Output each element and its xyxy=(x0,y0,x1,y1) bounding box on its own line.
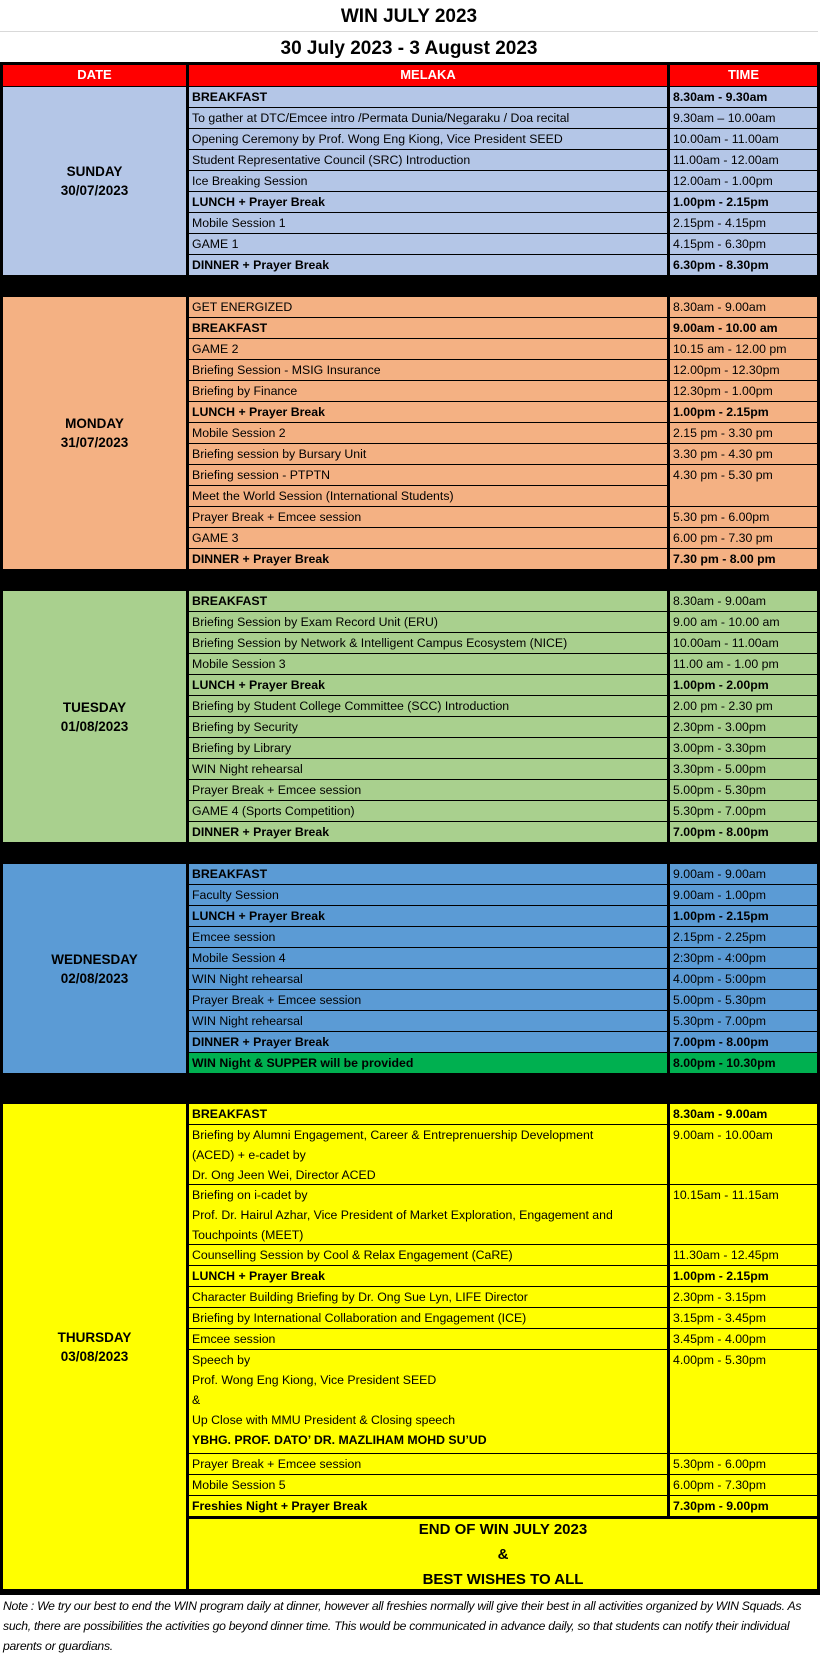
activity-cell: Opening Ceremony by Prof. Wong Eng Kiong, Vice President SEED xyxy=(189,129,667,149)
time-cell: 8.00pm - 10.30pm xyxy=(670,1053,817,1073)
time-cell: 4.15pm - 6.30pm xyxy=(670,234,817,254)
activity-line: Briefing on i-cadet by xyxy=(192,1188,308,1202)
day-name: MONDAY xyxy=(65,416,124,431)
activity-cell: Faculty Session xyxy=(189,885,667,905)
time-cell: 10.15am - 11.15am xyxy=(670,1185,817,1244)
time-cell: 2.15 pm - 3.30 pm xyxy=(670,423,817,443)
activity-cell: Counselling Session by Cool & Relax Engagement (CaRE) xyxy=(189,1245,667,1265)
time-cell: 5.00pm - 5.30pm xyxy=(670,990,817,1010)
activity-cell: Ice Breaking Session xyxy=(189,171,667,191)
closing-line: END OF WIN JULY 2023 xyxy=(418,1520,588,1538)
activity-cell: Mobile Session 2 xyxy=(189,423,667,443)
day-name: WEDNESDAY xyxy=(51,951,138,967)
activity-cell: DINNER + Prayer Break xyxy=(189,255,667,275)
activity-line: (ACED) + e-cadet by xyxy=(192,1148,306,1162)
activity-cell: Briefing session - PTPTN xyxy=(189,465,667,485)
activity-cell: To gather at DTC/Emcee intro /Permata Dunia/Negaraku / Doa recital xyxy=(189,108,667,128)
activity-line: Touchpoints (MEET) xyxy=(192,1228,304,1242)
activity-cell: GAME 2 xyxy=(189,339,667,359)
activity-line: Speech by xyxy=(192,1353,251,1367)
day-name: SUNDAY xyxy=(66,164,123,179)
time-cell: 8.30am - 9.00am xyxy=(670,297,817,317)
activity-cell: Briefing Session - MSIG Insurance xyxy=(189,360,667,380)
activity-cell: Meet the World Session (International Students) xyxy=(189,486,667,506)
activity-cell: WIN Night rehearsal xyxy=(189,1011,667,1031)
time-cell: 4.00pm - 5.30pm xyxy=(670,1350,817,1453)
day-cell-tuesday xyxy=(3,591,186,842)
date-range-subtitle: 30 July 2023 - 3 August 2023 xyxy=(0,31,818,63)
activity-cell: Prayer Break + Emcee session xyxy=(189,990,667,1010)
time-cell: 11.00am - 12.00am xyxy=(670,150,817,170)
activity-cell: Emcee session xyxy=(189,1329,667,1349)
activity-cell: Briefing Session by Exam Record Unit (ERU) xyxy=(189,612,667,632)
time-cell: 2.00 pm - 2.30 pm xyxy=(670,696,817,716)
activity-cell: DINNER + Prayer Break xyxy=(189,822,667,842)
time-cell: 11.30am - 12.45pm xyxy=(670,1245,817,1265)
activity-cell xyxy=(189,1125,667,1184)
time-cell: 2.15pm - 2.25pm xyxy=(670,927,817,947)
time-cell: 8.30am - 9.30am xyxy=(670,87,817,107)
activity-cell: Character Building Briefing by Dr. Ong Sue Lyn, LIFE Director xyxy=(189,1287,667,1307)
activity-cell: DINNER + Prayer Break xyxy=(189,549,667,569)
activity-cell: Briefing by International Collaboration and Engagement (ICE) xyxy=(189,1308,667,1328)
time-cell: 2.30pm - 3.00pm xyxy=(670,717,817,737)
time-cell: 10.00am - 11.00am xyxy=(670,129,817,149)
time-cell: 3.15pm - 3.45pm xyxy=(670,1308,817,1328)
activity-cell: Mobile Session 1 xyxy=(189,213,667,233)
activity-cell: LUNCH + Prayer Break xyxy=(189,906,667,926)
closing-line: BEST WISHES TO ALL xyxy=(422,1570,584,1588)
column-header-date: DATE xyxy=(3,65,186,86)
time-cell: 3.00pm - 3.30pm xyxy=(670,738,817,758)
time-cell: 8.30am - 9.00am xyxy=(670,1104,817,1124)
day-name: THURSDAY xyxy=(57,1329,132,1345)
activity-line: Dr. Ong Jeen Wei, Director ACED xyxy=(192,1168,376,1182)
activity-cell: LUNCH + Prayer Break xyxy=(189,1266,667,1286)
activity-cell: Freshies Night + Prayer Break xyxy=(189,1496,667,1516)
activity-cell: Mobile Session 5 xyxy=(189,1475,667,1495)
activity-cell: GET ENERGIZED xyxy=(189,297,667,317)
activity-cell: GAME 3 xyxy=(189,528,667,548)
closing-message xyxy=(189,1519,817,1589)
time-cell: 2.30pm - 3.15pm xyxy=(670,1287,817,1307)
activity-cell: LUNCH + Prayer Break xyxy=(189,675,667,695)
time-cell: 12.00pm - 12.30pm xyxy=(670,360,817,380)
time-cell: 1.00pm - 2.15pm xyxy=(670,906,817,926)
activity-cell: LUNCH + Prayer Break xyxy=(189,402,667,422)
activity-cell: Prayer Break + Emcee session xyxy=(189,1454,667,1474)
activity-cell: Briefing by Library xyxy=(189,738,667,758)
time-cell: 4.00pm - 5:00pm xyxy=(670,969,817,989)
activity-line: Prof. Dr. Hairul Azhar, Vice President of Market Exploration, Engagement and xyxy=(192,1208,613,1222)
activity-cell: GAME 1 xyxy=(189,234,667,254)
day-date: 31/07/2023 xyxy=(60,435,129,450)
day-cell-wednesday xyxy=(3,864,186,1073)
time-cell: 11.00 am - 1.00 pm xyxy=(670,654,817,674)
time-cell: 1.00pm - 2.15pm xyxy=(670,1266,817,1286)
activity-line: & xyxy=(192,1393,201,1407)
time-cell: 9.30am – 10.00am xyxy=(670,108,817,128)
day-date: 03/08/2023 xyxy=(60,1348,129,1364)
time-cell: 7.30pm - 9.00pm xyxy=(670,1496,817,1516)
footer-note: Note : We try our best to end the WIN program daily at dinner, however all freshies normally will give their best in all activities organized by WIN Squads. As such, there are possibilities the activities go beyond dinner time. This would be communicated in advance daily, so that students can notify their individual parents or guardians. xyxy=(0,1595,820,1659)
time-cell: 5.00pm - 5.30pm xyxy=(670,780,817,800)
time-cell: 4.30 pm - 5.30 pm xyxy=(670,465,817,506)
time-cell: 9.00am - 10.00 am xyxy=(670,318,817,338)
activity-cell: WIN Night rehearsal xyxy=(189,969,667,989)
column-header-time: TIME xyxy=(670,65,817,86)
activity-cell: Briefing by Security xyxy=(189,717,667,737)
activity-cell: Prayer Break + Emcee session xyxy=(189,780,667,800)
activity-cell: BREAKFAST xyxy=(189,87,667,107)
time-cell: 1.00pm - 2.15pm xyxy=(670,192,817,212)
time-cell: 5.30pm - 7.00pm xyxy=(670,801,817,821)
column-header-location: MELAKA xyxy=(189,65,667,86)
time-cell: 2:30pm - 4:00pm xyxy=(670,948,817,968)
activity-cell: Emcee session xyxy=(189,927,667,947)
activity-cell: Briefing Session by Network & Intelligent Campus Ecosystem (NICE) xyxy=(189,633,667,653)
time-cell: 6.30pm - 8.30pm xyxy=(670,255,817,275)
time-cell: 5.30pm - 6.00pm xyxy=(670,1454,817,1474)
time-cell: 9.00 am - 10.00 am xyxy=(670,612,817,632)
time-cell: 8.30am - 9.00am xyxy=(670,591,817,611)
activity-cell: Student Representative Council (SRC) Introduction xyxy=(189,150,667,170)
activity-line: Briefing by Alumni Engagement, Career & Entreprenuership Development xyxy=(192,1128,594,1142)
time-cell: 9.00am - 9.00am xyxy=(670,864,817,884)
activity-cell xyxy=(189,1185,667,1244)
activity-cell: DINNER + Prayer Break xyxy=(189,1032,667,1052)
time-cell: 5.30 pm - 6.00pm xyxy=(670,507,817,527)
activity-cell: LUNCH + Prayer Break xyxy=(189,192,667,212)
activity-cell: Mobile Session 4 xyxy=(189,948,667,968)
activity-cell: BREAKFAST xyxy=(189,1104,667,1124)
time-cell: 9.00am - 1.00pm xyxy=(670,885,817,905)
day-cell-monday xyxy=(3,297,186,569)
activity-cell: Prayer Break + Emcee session xyxy=(189,507,667,527)
time-cell: 6.00pm - 7.30pm xyxy=(670,1475,817,1495)
activity-cell: WIN Night rehearsal xyxy=(189,759,667,779)
activity-line: YBHG. PROF. DATO’ DR. MAZLIHAM MOHD SU’UD xyxy=(192,1433,487,1447)
time-cell: 10.15 am - 12.00 pm xyxy=(670,339,817,359)
closing-line: & xyxy=(497,1545,509,1563)
activity-cell: BREAKFAST xyxy=(189,864,667,884)
activity-cell: BREAKFAST xyxy=(189,318,667,338)
day-cell-thursday xyxy=(3,1104,186,1589)
activity-cell: Briefing session by Bursary Unit xyxy=(189,444,667,464)
time-cell: 1.00pm - 2.15pm xyxy=(670,402,817,422)
activity-cell: BREAKFAST xyxy=(189,591,667,611)
time-cell: 3.45pm - 4.00pm xyxy=(670,1329,817,1349)
day-name: TUESDAY xyxy=(62,699,127,715)
activity-cell: GAME 4 (Sports Competition) xyxy=(189,801,667,821)
activity-cell: WIN Night & SUPPER will be provided xyxy=(189,1053,667,1073)
activity-cell xyxy=(189,1350,667,1453)
time-cell: 3.30 pm - 4.30 pm xyxy=(670,444,817,464)
day-date: 02/08/2023 xyxy=(60,970,129,986)
time-cell: 7.30 pm - 8.00 pm xyxy=(670,549,817,569)
time-cell: 6.00 pm - 7.30 pm xyxy=(670,528,817,548)
activity-cell: Briefing by Student College Committee (SCC) Introduction xyxy=(189,696,667,716)
page-title: WIN JULY 2023 xyxy=(0,0,818,32)
time-cell: 5.30pm - 7.00pm xyxy=(670,1011,817,1031)
time-cell: 9.00am - 10.00am xyxy=(670,1125,817,1184)
time-cell: 1.00pm - 2.00pm xyxy=(670,675,817,695)
activity-cell: Mobile Session 3 xyxy=(189,654,667,674)
schedule-table xyxy=(0,62,820,1595)
time-cell: 12.30pm - 1.00pm xyxy=(670,381,817,401)
activity-cell: Briefing by Finance xyxy=(189,381,667,401)
time-cell: 3.30pm - 5.00pm xyxy=(670,759,817,779)
day-date: 30/07/2023 xyxy=(60,183,129,198)
time-cell: 7.00pm - 8.00pm xyxy=(670,822,817,842)
day-cell-sunday xyxy=(3,87,186,275)
time-cell: 7.00pm - 8.00pm xyxy=(670,1032,817,1052)
activity-line: Up Close with MMU President & Closing speech xyxy=(192,1413,456,1427)
day-date: 01/08/2023 xyxy=(60,718,129,734)
time-cell: 12.00am - 1.00pm xyxy=(670,171,817,191)
time-cell: 2.15pm - 4.15pm xyxy=(670,213,817,233)
activity-line: Prof. Wong Eng Kiong, Vice President SEED xyxy=(192,1373,437,1387)
time-cell: 10.00am - 11.00am xyxy=(670,633,817,653)
